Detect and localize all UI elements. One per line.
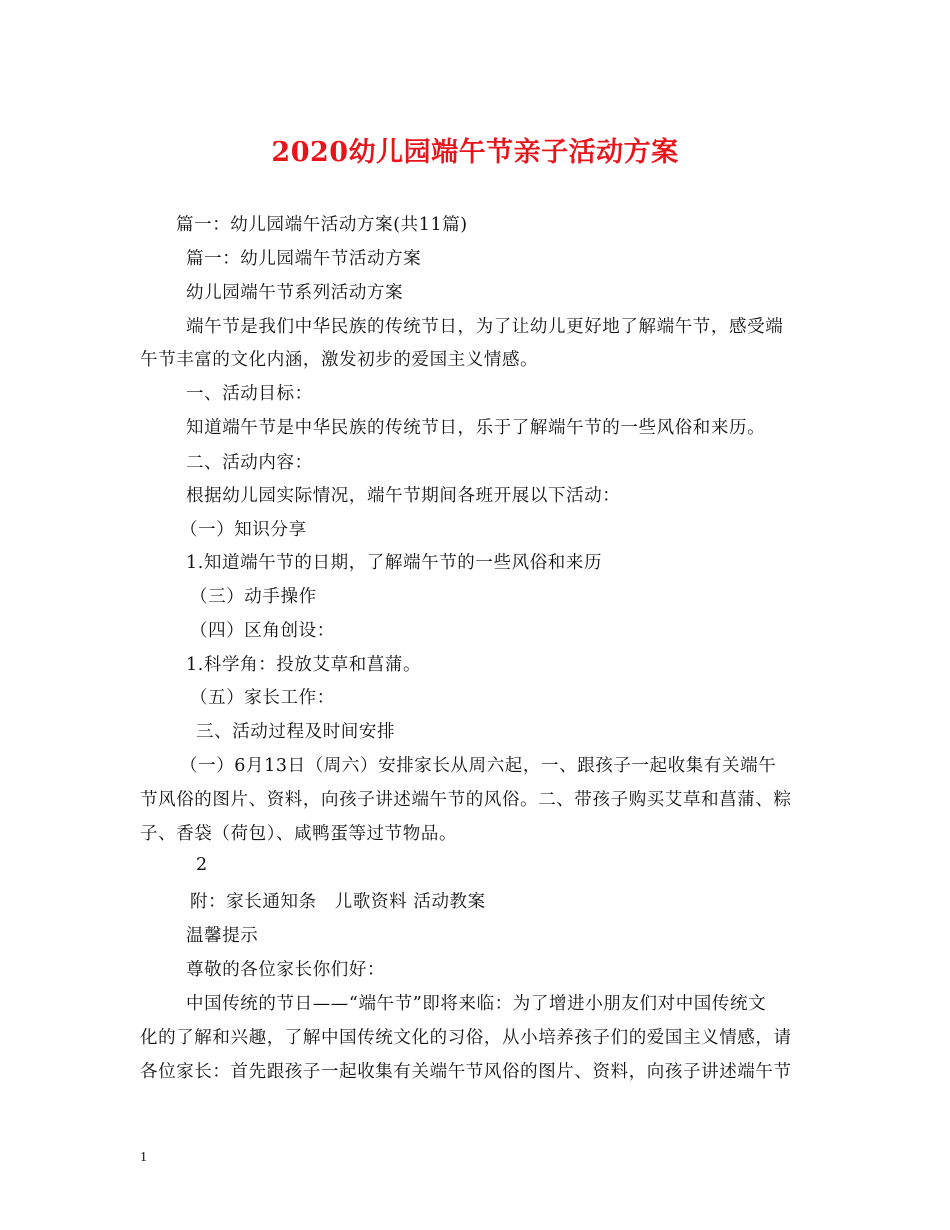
document-title: 2020幼儿园端午节亲子活动方案 <box>271 137 679 168</box>
text-line: 1.知道端午节的日期，了解端午节的一些风俗和来历 <box>186 553 603 573</box>
text-line: 2 <box>196 855 208 875</box>
text-line: （一）6月13日（周六）安排家长从周六起，一、跟孩子一起收集有关端午 <box>180 756 777 776</box>
text-line: 端午节是我们中华民族的传统节日，为了让幼儿更好地了解端午节，感受端 <box>186 317 784 337</box>
text-line: 根据幼儿园实际情况，端午节期间各班开展以下活动： <box>186 486 621 506</box>
text-line: 子、香袋（荷包）、咸鸭蛋等过节物品。 <box>140 824 458 844</box>
text-line: 篇一：幼儿园端午活动方案(共11篇) <box>176 215 468 235</box>
text-line: 一、活动目标： <box>186 384 313 404</box>
page-number: 1 <box>140 1150 147 1165</box>
text-line: 午节丰富的文化内涵，激发初步的爱国主义情感。 <box>140 350 539 370</box>
text-line: 1.科学角：投放艾草和菖蒲。 <box>186 655 422 675</box>
text-line: 幼儿园端午节系列活动方案 <box>186 283 404 303</box>
text-line: 知道端午节是中华民族的传统节日，乐于了解端午节的一些风俗和来历。 <box>186 418 766 438</box>
text-line: 中国传统的节日——“端午节”即将来临：为了增进小朋友们对中国传统文 <box>186 994 767 1014</box>
text-line: 化的了解和兴趣，了解中国传统文化的习俗，从小培养孩子们的爱国主义情感，请 <box>140 1028 792 1048</box>
text-line: 附：家长通知条 儿歌资料 活动教案 <box>190 892 486 912</box>
text-line: 三、活动过程及时间安排 <box>196 722 396 742</box>
text-line: 温馨提示 <box>186 926 259 946</box>
text-line: （三）动手操作 <box>190 587 317 607</box>
text-line: 二、活动内容： <box>186 453 313 473</box>
text-line: 篇一：幼儿园端午节活动方案 <box>186 249 422 269</box>
text-line: （一）知识分享 <box>180 520 307 540</box>
text-line: 各位家长：首先跟孩子一起收集有关端午节风俗的图片、资料，向孩子讲述端午节 <box>140 1062 792 1082</box>
text-line: 节风俗的图片、资料，向孩子讲述端午节的风俗。二、带孩子购买艾草和菖蒲、粽 <box>140 790 792 810</box>
text-line: （五）家长工作： <box>190 688 335 708</box>
text-line: 尊敬的各位家长你们好： <box>186 960 386 980</box>
text-line: （四）区角创设： <box>190 621 335 641</box>
